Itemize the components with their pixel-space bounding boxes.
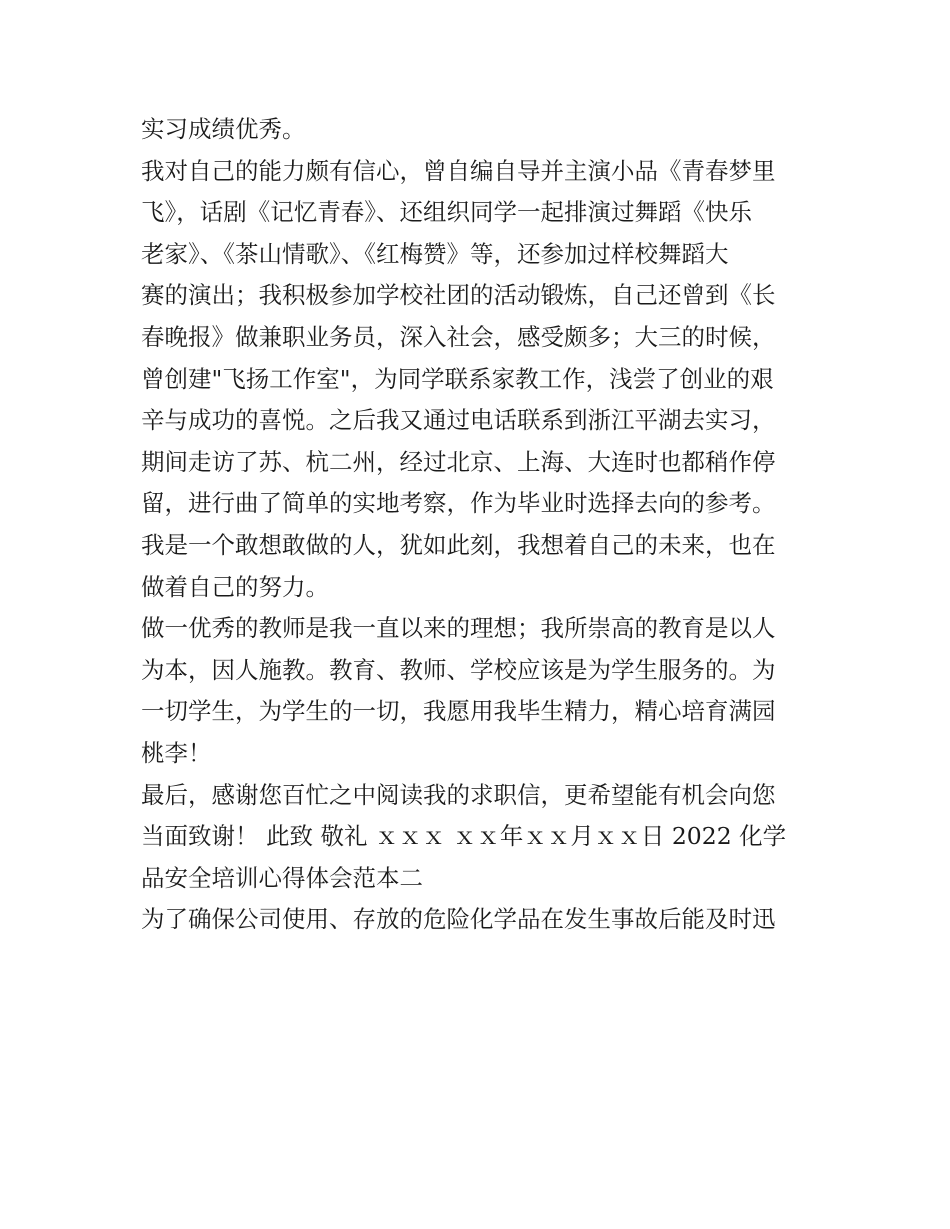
text-line: 为本，因人施教。教育、教师、学校应该是为学生服务的。为 — [141, 655, 776, 684]
text-line: 留，进行曲了简单的实地考察，作为毕业时选择去向的参考。 — [141, 489, 776, 518]
text-line: 我对自己的能力颇有信心，曾自编自导并主演小品《青春梦里 — [141, 156, 776, 185]
text-line: 做一优秀的教师是我一直以来的理想；我所崇高的教育是以人 — [141, 614, 776, 643]
text-line: 老家》、《茶山情歌》、《红梅赞》等，还参加过样校舞蹈大 — [141, 239, 729, 268]
document-body — [141, 109, 821, 941]
text-line: 我是一个敢想敢做的人，犹如此刻，我想着自己的未来，也在 — [141, 530, 776, 559]
text-line: 品安全培训心得体会范本二 — [141, 863, 423, 892]
text-line: 最后，感谢您百忙之中阅读我的求职信，更希望能有机会向您 — [141, 780, 776, 809]
text-line: 当面致谢！ 此致 敬礼 ｘｘｘ ｘｘ年ｘｘ月ｘｘ日 2022 化学 — [141, 822, 787, 851]
text-line: 实习成绩优秀。 — [141, 115, 306, 143]
text-line: 曾创建"飞扬工作室"，为同学联系家教工作，浅尝了创业的艰 — [141, 364, 774, 393]
text-line: 一切学生，为学生的一切，我愿用我毕生精力，精心培育满园 — [141, 697, 776, 726]
text-line: 飞》，话剧《记忆青春》、还组织同学一起排演过舞蹈《快乐 — [141, 198, 752, 227]
text-line: 辛与成功的喜悦。之后我又通过电话联系到浙江平湖去实习， — [141, 406, 776, 435]
text-line: 春晚报》做兼职业务员，深入社会，感受颇多；大三的时候， — [141, 322, 776, 351]
text-line: 为了确保公司使用、存放的危险化学品在发生事故后能及时迅 — [141, 905, 776, 934]
text-line: 赛的演出；我积极参加学校社团的活动锻炼，自己还曾到《长 — [141, 281, 776, 310]
text-line: 期间走访了苏、杭二州，经过北京、上海、大连时也都稍作停 — [141, 447, 776, 476]
text-line: 桃李！ — [141, 738, 212, 767]
text-line: 做着自己的努力。 — [141, 572, 329, 601]
